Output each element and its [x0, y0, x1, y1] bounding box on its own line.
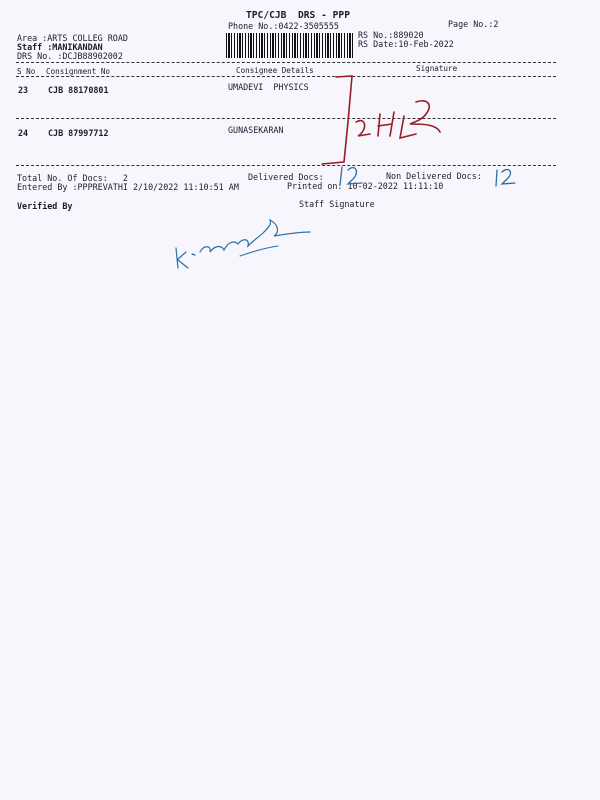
drs-number: DRS No. :DCJB88902002	[17, 51, 123, 61]
delivered-handwritten-value	[336, 164, 376, 188]
col-consignment: Consignment No	[46, 67, 111, 76]
handwritten-delivered-icon	[336, 164, 376, 188]
row-consignee: UMADEVI PHYSICS	[228, 82, 309, 92]
non-delivered-docs-label: Non Delivered Docs:	[386, 171, 482, 181]
col-signature: Signature	[416, 64, 458, 73]
row-consignment: CJB 87997712	[48, 128, 109, 138]
verifier-signature-icon	[168, 210, 316, 272]
col-consignee: Consignee Details	[236, 66, 314, 75]
barcode	[226, 33, 353, 58]
verified-by-label: Verified By	[17, 201, 73, 211]
area-label: Area :ARTS COLLEG ROAD	[17, 33, 128, 43]
handwritten-non-delivered-icon	[493, 166, 523, 188]
row-consignment: CJB 88170801	[48, 85, 109, 95]
staff-label: Staff :MANIKANDAN	[17, 42, 103, 52]
divider-row	[16, 118, 556, 119]
phone-number: Phone No.:0422-3505555	[228, 21, 339, 31]
total-docs: Total No. Of Docs: 2	[17, 173, 128, 183]
row-consignee: GUNASEKARAN	[228, 125, 284, 135]
rs-date: RS Date:10-Feb-2022	[358, 39, 454, 49]
printed-on: Printed on: 10-02-2022 11:11:10	[287, 181, 444, 191]
staff-signature-label: Staff Signature	[299, 199, 375, 209]
delivered-docs-label: Delivered Docs:	[248, 172, 324, 182]
divider-top	[16, 62, 556, 63]
page-number: Page No.:2	[448, 19, 499, 29]
non-delivered-handwritten-value	[493, 166, 523, 188]
rs-number: RS No.:889020	[358, 30, 424, 40]
row-sno: 24	[18, 128, 29, 138]
report-title: TPC/CJB DRS - PPP	[246, 10, 350, 21]
entered-by: Entered By :PPPREVATHI 2/10/2022 11:10:51 AM	[17, 182, 239, 192]
divider-header	[16, 76, 556, 77]
divider-bottom	[16, 165, 556, 166]
handwritten-bracket-icon	[318, 74, 443, 170]
col-sno: S No	[17, 67, 36, 76]
row-sno: 23	[18, 85, 29, 95]
